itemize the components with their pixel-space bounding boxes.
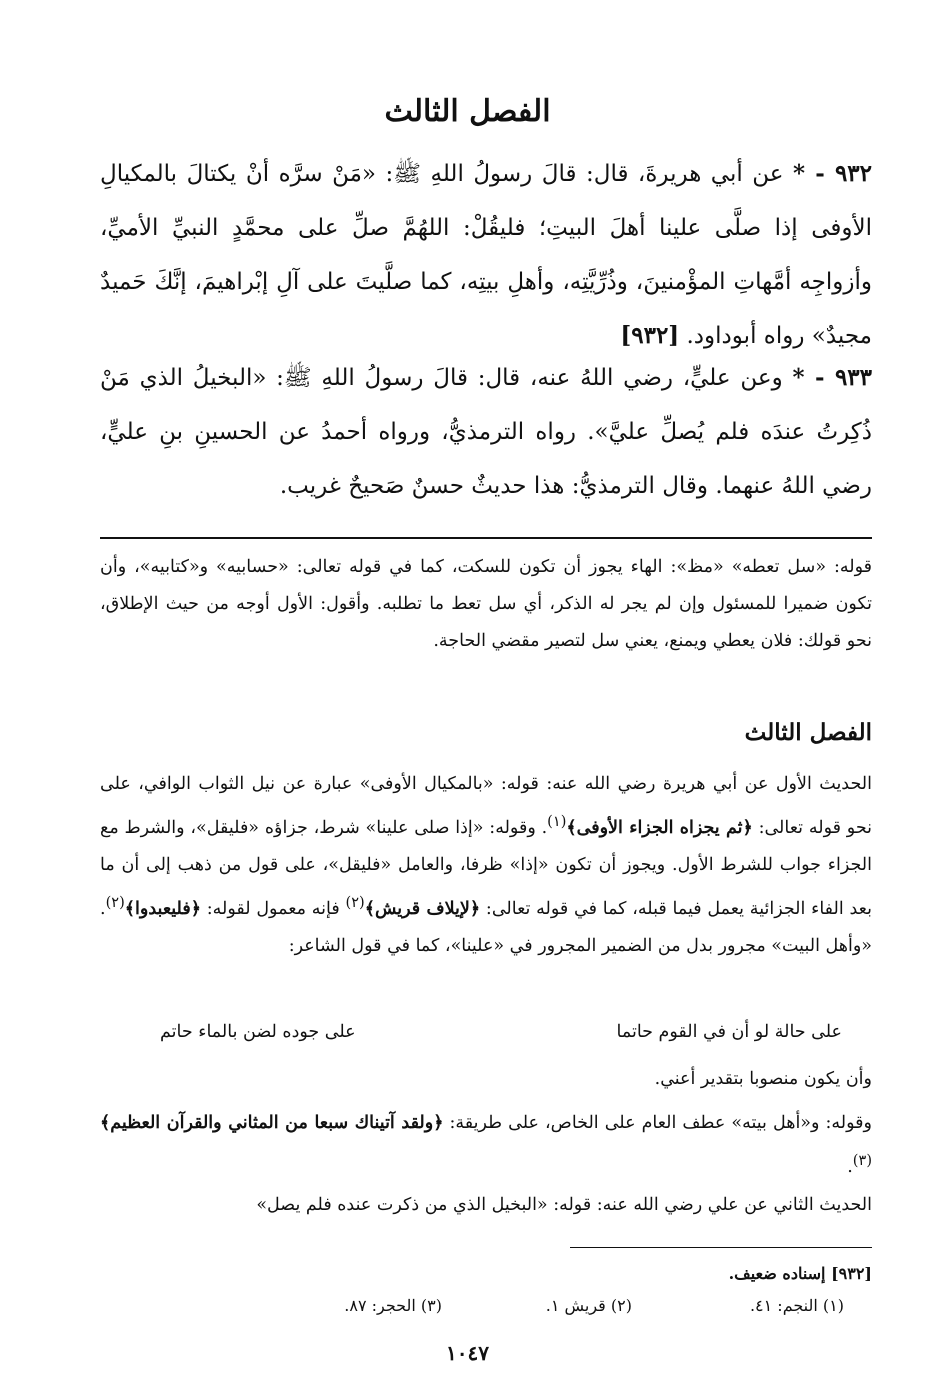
footnote-ref[interactable]: (١) xyxy=(547,813,567,830)
quran-quote: ﴿ولقد آتيناك سبعا من المثاني والقرآن العظيم﴾ xyxy=(100,1113,444,1133)
hadith-text: عن أبي هريرةَ، قال: قالَ رسولُ اللهِ ﷺ: «مَنْ سرَّه أنْ يكتالَ بالمكيالِ الأوفى إذا صلَّى علينا أهلَ البيتِ؛ فليقُلْ: اللهُمَّ صلِّ على محمَّدٍ النبيِّ الأميِّ، وأزواجِه أمَّهاتِ المؤْمنينَ، وذُرِّيَّتِه، وأهلِ بيتِه، كما صلَّيتَ على آلِ إبْراهيمَ، إنَّكَ حَميدٌ مجيدٌ» رواه أبوداود. xyxy=(100,161,872,349)
hadith-933 xyxy=(100,351,872,513)
footnote-isnad: [٩٣٢] إسناده ضعيف. xyxy=(728,1264,872,1283)
footnote-ref[interactable]: (٣) xyxy=(852,1152,872,1169)
hadith-number: ٩٣٣ - * xyxy=(792,364,873,391)
commentary-text: . وقوله: «إذا صلى علينا» شرط، جزاؤه «فليقل»، والشرط مع الجزاء جواب للشرط الأول. ويجوز أن تكون «إذا» ظرفا، والعامل «فليقل»، على قول من ذهب إلى أن ما بعد الفاء الجزائية يعمل فيما قبله، كما في قوله تعالى: xyxy=(100,817,872,919)
verse-first-hemistich: على حالة لو أن في القوم حاتما xyxy=(616,1022,842,1042)
commentary-paragraph: الحديث الثاني عن علي رضي الله عنه: قوله: «البخيل الذي من ذكرت عنده فلم يصل» xyxy=(256,1195,872,1215)
footnote-divider xyxy=(570,1247,872,1248)
quran-quote: ﴿لإيلاف قريش﴾ xyxy=(364,898,481,919)
poetry-verse xyxy=(100,1014,872,1050)
commentary-paragraph xyxy=(100,1105,872,1186)
commentary-paragraph: قوله: «سل تعطه» «مظ»: الهاء يجوز أن تكون للسكت، كما في قوله تعالى: «حسابيه» و«كتابيه»، وأن تكون ضميرا للمسئول وإن لم يجر له الذكر، أي سل تعط ما تطلبه. وأقول: الأول أوجه من حيث الإطلاق، نحو قولك: فلان يعطي ويمنع، يعني سل لتصير مقضي الحاجة. xyxy=(100,557,872,651)
commentary-paragraph xyxy=(100,766,872,965)
hadith-932 xyxy=(100,147,872,363)
commentary-paragraph: وأن يكون منصوبا بتقدير أعني. xyxy=(654,1069,872,1089)
hadith-reference: [٩٣٢] xyxy=(620,322,680,349)
footnote-1: (١) النجم: ٤١. xyxy=(749,1296,844,1315)
hadith-text: وعن عليٍّ، رضي اللهُ عنه، قال: قالَ رسولُ اللهِ ﷺ: «البخيلُ الذي مَنْ ذُكِرتُ عندَه فلم يُصلِّ عليَّ». رواه الترمذيُّ، ورواه أحمدُ عن الحسينِ بنِ عليٍّ، رضي اللهُ عنهما. وقال الترمذيُّ: هذا حديثٌ حسنٌ صَحيحٌ غريب. xyxy=(100,365,872,499)
section-divider xyxy=(100,537,872,539)
chapter-title: الفصل الثالث xyxy=(384,94,551,129)
footnote-2: (٢) قريش ١. xyxy=(545,1296,632,1315)
commentary-text: . xyxy=(847,1156,853,1177)
commentary-text: . «وأهل البيت» مجرور بدل من الضمير المجرور في «علينا»، كما في قول الشاعر: xyxy=(100,898,872,956)
hadith-number: ٩٣٢ - * xyxy=(793,160,873,187)
quran-quote: ﴿ثم يجزاه الجزاء الأوفى﴾ xyxy=(566,817,753,838)
verse-second-hemistich: على جوده لضن بالماء حاتم xyxy=(160,1022,356,1042)
footnote-ref[interactable]: (٢) xyxy=(345,893,365,911)
quran-quote: ﴿فليعبدوا﴾ xyxy=(124,898,201,919)
commentary-section-title: الفصل الثالث xyxy=(744,719,872,746)
footnote-3: (٣) الحجر: ٨٧. xyxy=(344,1296,442,1315)
page-number: ١٠٤٧ xyxy=(446,1341,489,1365)
commentary-text: الحديث الأول عن أبي هريرة رضي الله عنه: قوله: «بالمكيال الأوفى» عبارة عن نيل الثواب الوافي، على نحو قوله تعالى: xyxy=(100,774,872,838)
commentary-text: وقوله: و«أهل بيته» عطف العام على الخاص، على طريقة: xyxy=(443,1113,872,1133)
commentary-text: فإنه معمول لقوله: xyxy=(200,898,346,919)
footnote-ref[interactable]: (٢) xyxy=(105,893,125,911)
